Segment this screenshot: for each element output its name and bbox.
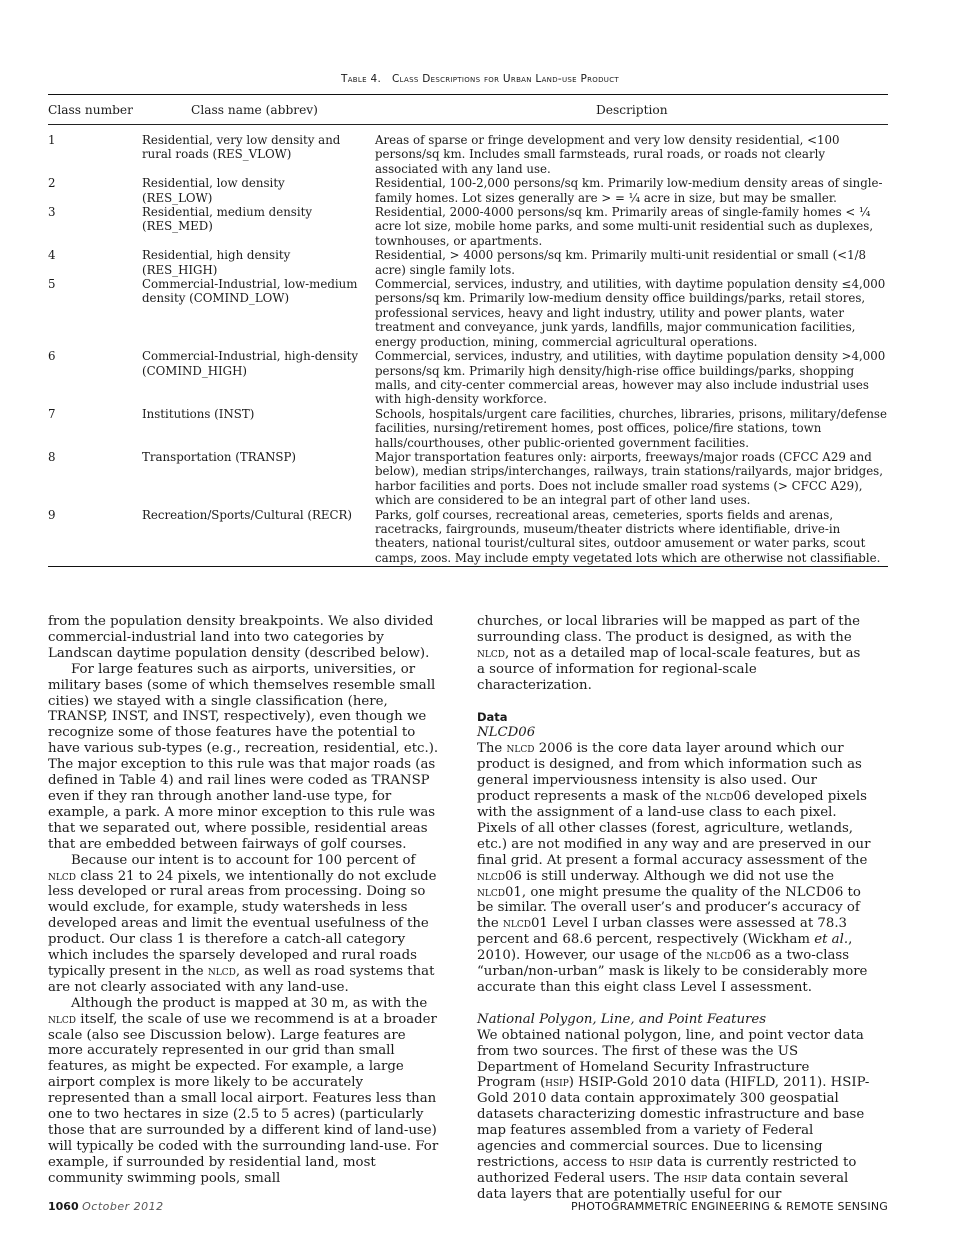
class-description: Parks, golf courses, recreational areas, cemeteries, sports fields and arenas, racetracks, fairgrounds, museum/theater districts where identifiable, drive-in theaters, national tourist/cultural sites, outdoor amusement or water parks, scout camps, zoos. May include empty vegetated lots which are otherwise not classifiable.	[375, 507, 881, 565]
class-description: Major transportation features only: airports, freeways/major roads (CFCC A29 and below), median strips/interchanges, railways, train stations/railyards, major bridges, harbor facilities and ports. Does not include smaller road systems (> CFCC A29), which are considered to be an integral part of other land uses.	[375, 449, 883, 508]
class-name: Residential, high density (RES_HIGH)	[142, 248, 291, 277]
left-column	[48, 614, 442, 1187]
class-name: Commercial-Industrial, low-medium density (COMIND_LOW)	[142, 277, 358, 306]
table-row	[48, 248, 888, 277]
table-top-rule	[48, 94, 888, 95]
paragraph: The nlcd 2006 is the core data layer around which our product is designed, and from which information such as general imperviousness intensity is also used. Our product represents a mask of the nlcd06 developed pixels with the assignment of a land-use class to each pixel. Pixels of all other classes (forest, agriculture, wetlands, etc.) are not modified in any way and are preserved in our final grid. At present a formal accuracy assessment of the nlcd06 is still underway. Although we did not use the nlcd01, one might presume the quality of the NLCD06 to be similar. The overall user’s and producer’s accuracy of the nlcd01 Level I urban classes were assessed at 78.3 percent and 68.6 percent, respectively (Wickham et al., 2010). However, our usage of the nlcd06 as a two-class “urban/non-urban” mask is likely to be considerably more accurate than this eight class Level I assessment.	[477, 741, 871, 995]
table-title-prefix: Table 4.	[341, 73, 382, 85]
table-row	[48, 349, 888, 407]
class-description: Commercial, services, industry, and utilities, with daytime population density >4,000 persons/sq km. Primarily high density/high-rise office buildings/parks, shopping malls, and city-center commercial areas, however may also include industrial uses with high-density workforce.	[375, 349, 886, 407]
class-description: Residential, > 4000 persons/sq km. Primarily multi-unit residential or small (<1/8 acre) single family lots.	[375, 248, 867, 277]
class-number: 4	[48, 248, 56, 263]
class-description: Residential, 2000-4000 persons/sq km. Primarily areas of single-family homes < ¼ acre lot size, mobile home parks, and some multi-unit residential such as duplexes, townhouses, or apartments.	[375, 205, 874, 248]
paragraph: Although the product is mapped at 30 m, as with the nlcd itself, the scale of use we recommend is at a broader scale (also see Discussion below). Large features are more accurately represented in our grid than small features, as might be expected. For example, a large airport complex is more likely to be accurately represented than a small local airport. Features less than one to two hectares in size (2.5 to 5 acres) (particularly those that are surrounded by a different kind of land-use) will typically be coded with the surrounding land-use. For example, if surrounded by residential land, most community swimming pools, small	[48, 995, 439, 1186]
class-description: Schools, hospitals/urgent care facilities, churches, libraries, prisons, military/defense facilities, nursing/retirement homes, post offices, police/fire stations, town halls/courthouses, other public-oriented government facilities.	[375, 406, 887, 450]
table-row	[48, 176, 888, 205]
paragraph: churches, or local libraries will be mapped as part of the surrounding class. The product is designed, as with the nlcd, not as a detailed map of local-scale features, but as a source of information for regional-scale characterization.	[477, 614, 861, 693]
table-row	[48, 450, 888, 508]
table-row	[48, 205, 888, 248]
class-description: Residential, 100-2,000 persons/sq km. Primarily low-medium density areas of single-family homes. Lot sizes generally are > = ¼ acre in size, but may be smaller.	[375, 176, 883, 205]
section-heading: Data	[477, 709, 508, 724]
class-number: 1	[48, 133, 56, 147]
header-class-name: Class name (abbrev)	[191, 103, 318, 117]
header-class-number: Class number	[48, 103, 133, 117]
class-name: Institutions (INST)	[142, 406, 255, 421]
table-bottom-rule	[48, 566, 888, 567]
table-row	[48, 508, 888, 566]
class-name: Residential, medium density (RES_MED)	[142, 205, 313, 234]
class-name: Recreation/Sports/Cultural (RECR)	[142, 507, 352, 522]
class-number: 3	[48, 205, 56, 220]
class-description: Commercial, services, industry, and utilities, with daytime population density ≤4,000 persons/sq km. Primarily low-medium density office buildings/parks, retail stores, professional services, heavy and light industry, utility and power plants, water treatment and conveyance, junk yards, landfills, major communication facilities, energy production, mining, commercial agricultural operations.	[375, 277, 886, 349]
class-number: 2	[48, 176, 56, 191]
paragraph: Because our intent is to account for 100 percent of nlcd class 21 to 24 pixels, we intentionally do not exclude less developed or rural areas from processing. Doing so would exclude, for example, study watersheds in less developed areas and limit the eventual usefulness of the product. Our class 1 is therefore a catch-all category which includes the sparsely developed and rural roads typically present in the nlcd, as well as road systems that are not clearly associated with any land-use.	[48, 852, 437, 995]
journal-name: PHOTOGRAMMETRIC ENGINEERING & REMOTE SENSING	[570, 1200, 888, 1213]
table-title	[0, 73, 960, 85]
table-row	[48, 407, 888, 450]
page-footer-left	[48, 1200, 164, 1213]
issue-date: October 2012	[82, 1200, 164, 1213]
class-name: Residential, low density (RES_LOW)	[142, 176, 285, 205]
subsection-heading: NLCD06	[477, 725, 536, 741]
class-table	[48, 133, 888, 565]
paragraph: We obtained national polygon, line, and point vector data from two sources. The first of these was the US Department of Homeland Security Infrastructure Program (hsip) HSIP-Gold 2010 data (HIFLD, 2011). HSIP-Gold 2010 data contain approximately 300 geospatial datasets characterizing domestic infrastructure and base map features assembled from a variety of Federal agencies and commercial sources. Due to licensing restrictions, access to hsip data is currently restricted to authorized Federal users. The hsip data contain several data layers that are potentially useful for our	[477, 1027, 870, 1202]
class-number: 5	[48, 277, 56, 292]
right-column	[477, 614, 871, 1203]
subsection-heading: National Polygon, Line, and Point Features	[477, 1011, 767, 1027]
header-rule	[48, 124, 888, 125]
paragraph: For large features such as airports, universities, or military bases (some of which themselves resemble small cities) we stayed with a single classification (here, TRANSP, INST, and INST, respectively), even though we recognize some of those features have the potential to have various sub-types (e.g., recreation, residential, etc.). The major exception to this rule was that major roads (as defined in Table 4) and rail lines were coded as TRANSP even if they ran through another land-use type, for example, a park. A more minor exception to this rule was that we separated out, where possible, residential areas that are embedded between fairways of golf courses.	[48, 661, 439, 852]
class-name: Transportation (TRANSP)	[142, 449, 297, 464]
class-name: Commercial-Industrial, high-density (COMIND_HIGH)	[142, 349, 359, 378]
class-number: 6	[48, 349, 56, 364]
class-name: Residential, very low density and rural roads (RES_VLOW)	[142, 133, 341, 162]
class-number: 9	[48, 507, 56, 522]
table-row	[48, 277, 888, 349]
header-description: Description	[596, 103, 668, 117]
table-title-text: Class Descriptions for Urban Land-use Product	[392, 73, 619, 85]
class-description: Areas of sparse or fringe development and very low density residential, <100 persons/sq km. Includes small farmsteads, rural roads, or roads not clearly associated with any land use.	[375, 133, 840, 176]
table-row	[48, 133, 888, 176]
class-number: 7	[48, 406, 56, 421]
page-number: 1060	[48, 1200, 79, 1213]
class-number: 8	[48, 449, 56, 464]
paragraph: from the population density breakpoints. We also divided commercial-industrial land into two categories by Landscan daytime population density (described below).	[48, 614, 434, 661]
